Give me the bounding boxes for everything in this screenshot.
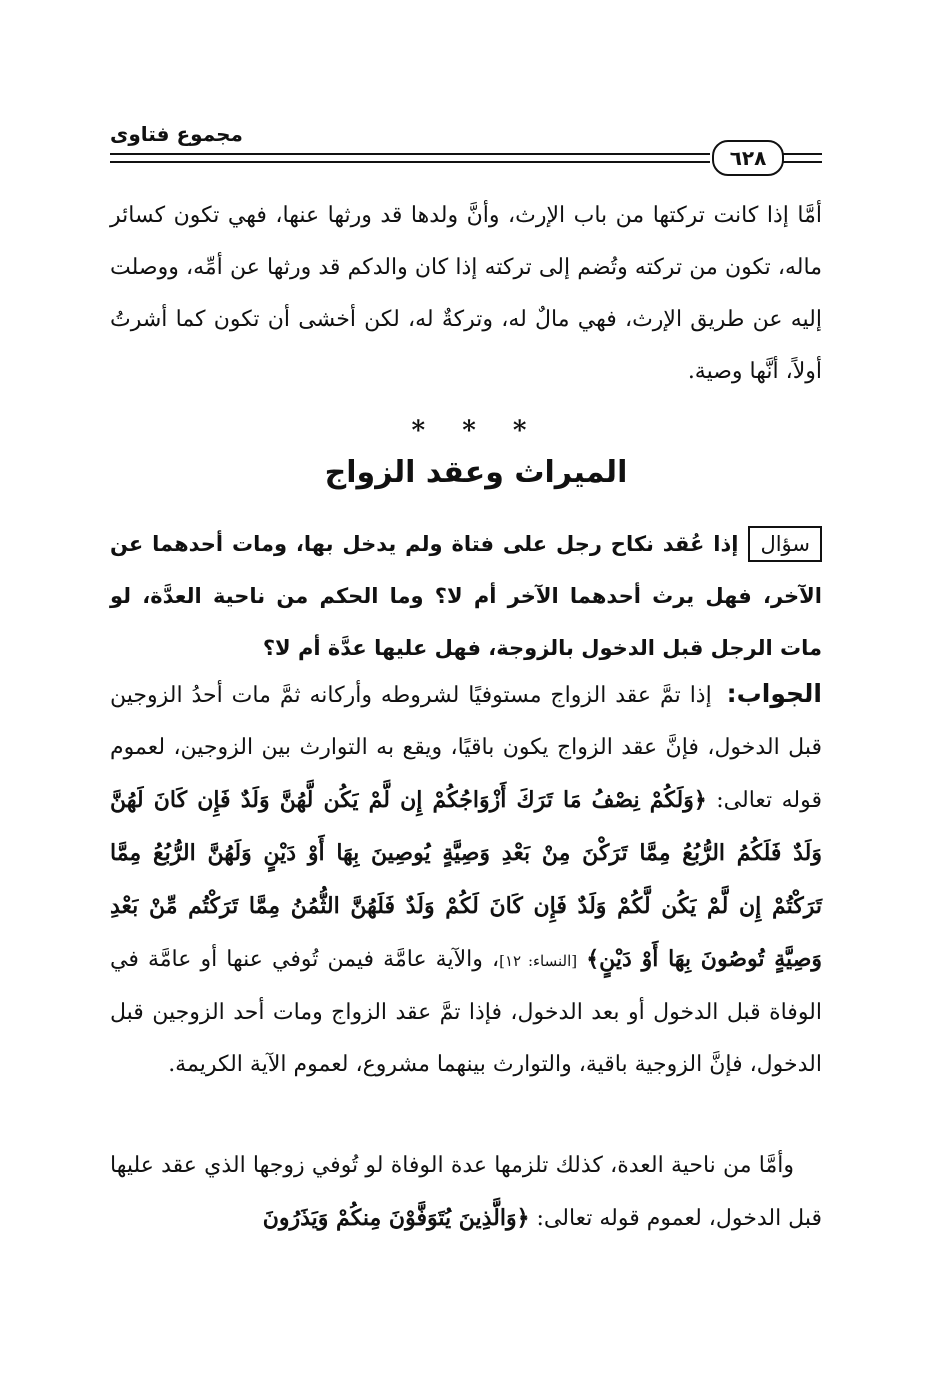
verse-citation: [النساء: ١٢] bbox=[499, 952, 578, 970]
paragraph-1 bbox=[110, 190, 822, 398]
header-rule-right bbox=[782, 153, 822, 163]
answer-text-2: ، والآية عامَّة فيمن تُوفي عنها أو عامَّة في الوفاة قبل الدخول أو بعد الدخول، فإذا تمَّ عقد الزواج ومات أحد الزوجين قبل الدخول، فإنَّ الزوجية باقية، والتوارث بينهما مشروع، لعموم الآية الكريمة. bbox=[110, 947, 822, 1077]
paragraph-last bbox=[110, 1140, 822, 1245]
quran-verse-2: ﴿وَالَّذِينَ يُتَوَفَّوْنَ مِنكُمْ وَيَذَرُونَ bbox=[262, 1205, 530, 1231]
book-title: مجموع فتاوى bbox=[110, 122, 243, 146]
answer-text-1: إذا تمَّ عقد الزواج مستوفيًا لشروطه وأركانه ثمَّ مات أحدُ الزوجين قبل الدخول، فإنَّ عقد الزواج يكون باقيًا، ويقع به التوارث بين الزوجين، لعموم قوله تعالى: bbox=[110, 683, 823, 813]
page-number: ٦٢٨ bbox=[712, 140, 784, 176]
answer-block bbox=[110, 668, 822, 1091]
question-block bbox=[110, 518, 822, 674]
question-text: إذا عُقد نكاح رجل على فتاة ولم يدخل بها، ومات أحدهما عن الآخر، فهل يرث أحدهما الآخر أم لا؟ وما الحكم من ناحية العدَّة، لو مات الرجل قبل الدخول بالزوجة، فهل عليها عدَّة أم لا؟ bbox=[110, 532, 822, 660]
answer-label: الجواب: bbox=[726, 679, 822, 708]
paragraph-last-text: وأمَّا من ناحية العدة، كذلك تلزمها عدة الوفاة لو تُوفي زوجها الذي عقد عليها قبل الدخول، لعموم قوله تعالى: bbox=[110, 1153, 822, 1231]
section-separator: * * * bbox=[411, 416, 541, 446]
paragraph-1-text: أمَّا إذا كانت تركتها من باب الإرث، وأنَّ ولدها قد ورثها عنها، فهي تكون كسائر ماله، تكون من تركته وتُضم إلى تركته إذا كان والدكم قد ورثها عن أمِّه، ووصلت إليه عن طريق الإرث، فهي مالٌ له، وتركةٌ له، لكن أخشى أن تكون كما أشرتُ أولاً، أنَّها وصية. bbox=[110, 203, 822, 384]
quran-verse: ﴿وَلَكُمْ نِصْفُ مَا تَرَكَ أَزْوَاجُكُمْ إِن لَّمْ يَكُن لَّهُنَّ وَلَدٌ فَإِن كَانَ لَهُنَّ وَلَدٌ فَلَكُمُ الرُّبُعُ مِمَّا تَرَكْنَ مِنْ بَعْدِ وَصِيَّةٍ يُوصِينَ بِهَا أَوْ دَيْنٍ وَلَهُنَّ الرُّبُعُ مِمَّا تَرَكْتُمْ إِن لَّمْ يَكُن لَّكُمْ وَلَدٌ فَإِن كَانَ لَكُمْ وَلَدٌ فَلَهُنَّ الثُّمُنُ مِمَّا تَرَكْتُم مِّنْ بَعْدِ وَصِيَّةٍ تُوصُونَ بِهَا أَوْ دَيْنٍ﴾ bbox=[110, 787, 823, 972]
header-rule bbox=[110, 153, 710, 163]
question-label: سؤال bbox=[748, 526, 822, 562]
section-heading: الميراث وعقد الزواج bbox=[324, 455, 628, 490]
